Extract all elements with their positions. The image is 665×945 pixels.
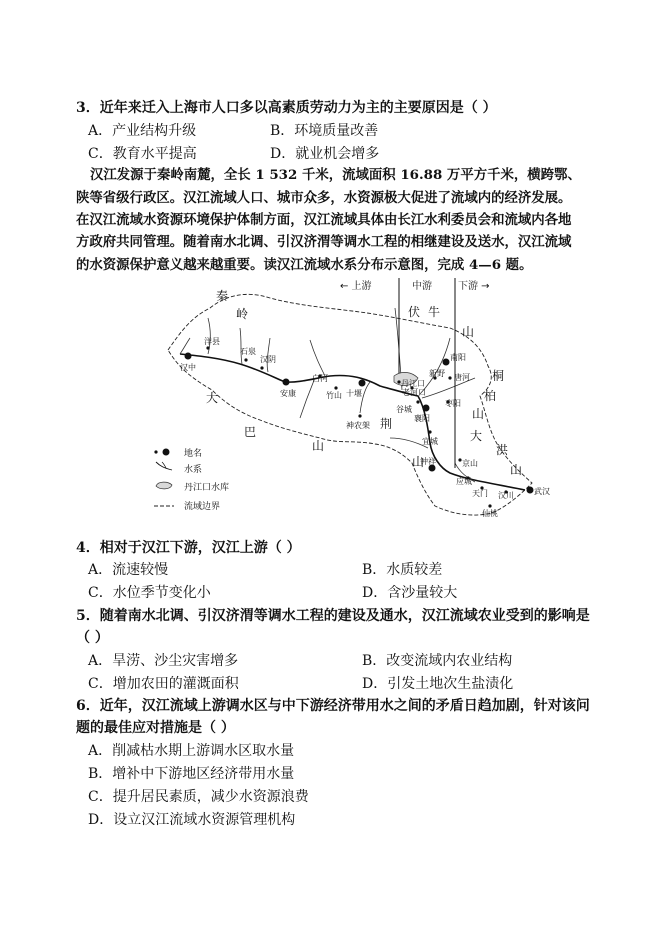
q5-stem-line-2: （ ）	[76, 630, 109, 646]
city-label: 汉中	[180, 363, 196, 372]
city-label: 丹江口	[401, 379, 425, 388]
q6-stem-line-1: 6．近年，汉江流域上游调水区与中下游经济带用水之间的矛盾日趋加剧，针对该问	[76, 698, 590, 714]
q5-stem-line-1: 5．随着南水北调、引汉济渭等调水工程的建设及通水，汉江流域农业受到的影响是	[76, 608, 590, 624]
region-label: 桐	[492, 369, 505, 383]
city-label: 枣阳	[445, 399, 461, 408]
city-label: 十堰	[346, 389, 362, 398]
region-label: 大	[206, 391, 219, 405]
city-label: 谷城	[396, 405, 412, 414]
map-legend	[154, 447, 229, 512]
region-label: 巴	[244, 425, 257, 439]
q5-option-d: D．引发土地次生盐渍化	[362, 676, 514, 692]
region-label: 山	[312, 439, 325, 453]
city-label: 汉阴	[260, 355, 276, 364]
legend-river: 水系	[184, 465, 203, 475]
q3-option-a: A．产业结构升级	[88, 123, 197, 139]
legend-reservoir: 丹江口水库	[184, 483, 230, 493]
city-label: 安康	[280, 389, 296, 398]
q3-stem: 3．近年来迁入上海市人口多以高素质劳动力为主的主要原因是（ ）	[76, 100, 497, 116]
city-label: 新野	[429, 369, 445, 378]
region-label: 秦	[216, 289, 229, 303]
passage-line-3: 在汉江流域水资源环境保护体制方面，汉江流域具体由长江水利委员会和流域内各地	[76, 212, 572, 228]
region-label: 洪	[496, 443, 509, 457]
city-label: 武汉	[534, 487, 550, 496]
region-label: 牛	[428, 305, 441, 319]
passage-line-1: 汉江发源于秦岭南麓，全长 1 532 千米，流域面积 16.88 万平方千米，横跨鄂、	[90, 167, 581, 183]
city-label: 京山	[462, 459, 478, 468]
city-label: 汉川	[498, 491, 514, 500]
region-label: 山	[462, 325, 475, 339]
reach-downstream: 下游 →	[458, 281, 490, 292]
city-label: 钟祥	[420, 457, 436, 466]
city-label: 襄阳	[414, 414, 430, 423]
region-label: 山	[412, 455, 425, 469]
region-label: 大	[470, 429, 483, 443]
region-label: 山	[510, 463, 523, 477]
city-label: 应城	[456, 477, 472, 486]
q6-option-b: B．增补中下游地区经济带用水量	[88, 766, 295, 782]
q5-option-a: A．旱涝、沙尘灾害增多	[88, 653, 239, 669]
q4-option-d: D．含沙量较大	[362, 585, 458, 601]
region-label: 柏	[484, 389, 497, 403]
reach-midstream: 中游	[412, 281, 432, 292]
city-label: 白河	[312, 374, 328, 383]
region-label: 伏	[408, 305, 421, 319]
city-label: 竹山	[326, 391, 342, 400]
city-label: 神农架	[346, 421, 370, 430]
city-label: 仙桃	[482, 509, 498, 518]
legend-place-name: 地名	[184, 449, 203, 459]
q3-option-b: B．环境质量改善	[270, 123, 379, 139]
city-label: 洋县	[204, 337, 220, 346]
city-label: 唐河	[454, 373, 470, 382]
hanjiang-basin-map	[150, 278, 560, 524]
q3-option-c: C．教育水平提高	[88, 146, 197, 162]
q6-option-d: D．设立汉江流域水资源管理机构	[88, 812, 296, 828]
basin-boundary	[168, 294, 532, 515]
city-label: 老河口	[402, 388, 426, 397]
q5-option-b: B．改变流域内农业结构	[362, 653, 513, 669]
q4-option-c: C．水位季节变化小	[88, 585, 211, 601]
legend-boundary: 流域边界	[184, 502, 221, 512]
q6-option-a: A．削减枯水期上游调水区取水量	[88, 743, 295, 759]
city-label: 宜城	[422, 437, 438, 446]
q5-option-c: C．增加农田的灌溉面积	[88, 676, 239, 692]
city-label: 天门	[472, 489, 488, 498]
q3-option-d: D．就业机会增多	[270, 146, 380, 162]
passage-line-5: 的水资源保护意义越来越重要。读汉江流域水系分布示意图，完成 4—6 题。	[76, 257, 533, 273]
q4-option-b: B．水质较差	[362, 562, 443, 578]
city-label: 南阳	[450, 353, 466, 362]
passage-line-2: 陕等省级行政区。汉江流域人口、城市众多，水资源极大促进了流域内的经济发展。	[76, 190, 572, 206]
q6-option-c: C．提升居民素质，减少水资源浪费	[88, 789, 309, 805]
region-label: 山	[472, 407, 485, 421]
region-label: 荆	[380, 417, 393, 431]
q4-option-a: A．流速较慢	[88, 562, 169, 578]
city-label: 石泉	[240, 347, 256, 356]
region-label: 岭	[236, 307, 249, 321]
passage-line-4: 方政府共同管理。随着南水北调、引汉济渭等调水工程的相继建设及送水，汉江流域	[76, 234, 572, 250]
q4-stem: 4．相对于汉江下游，汉江上游（ ）	[76, 540, 301, 556]
q6-stem-line-2: 题的最佳应对措施是（ ）	[76, 720, 235, 736]
reach-upstream: ← 上游	[340, 281, 372, 292]
